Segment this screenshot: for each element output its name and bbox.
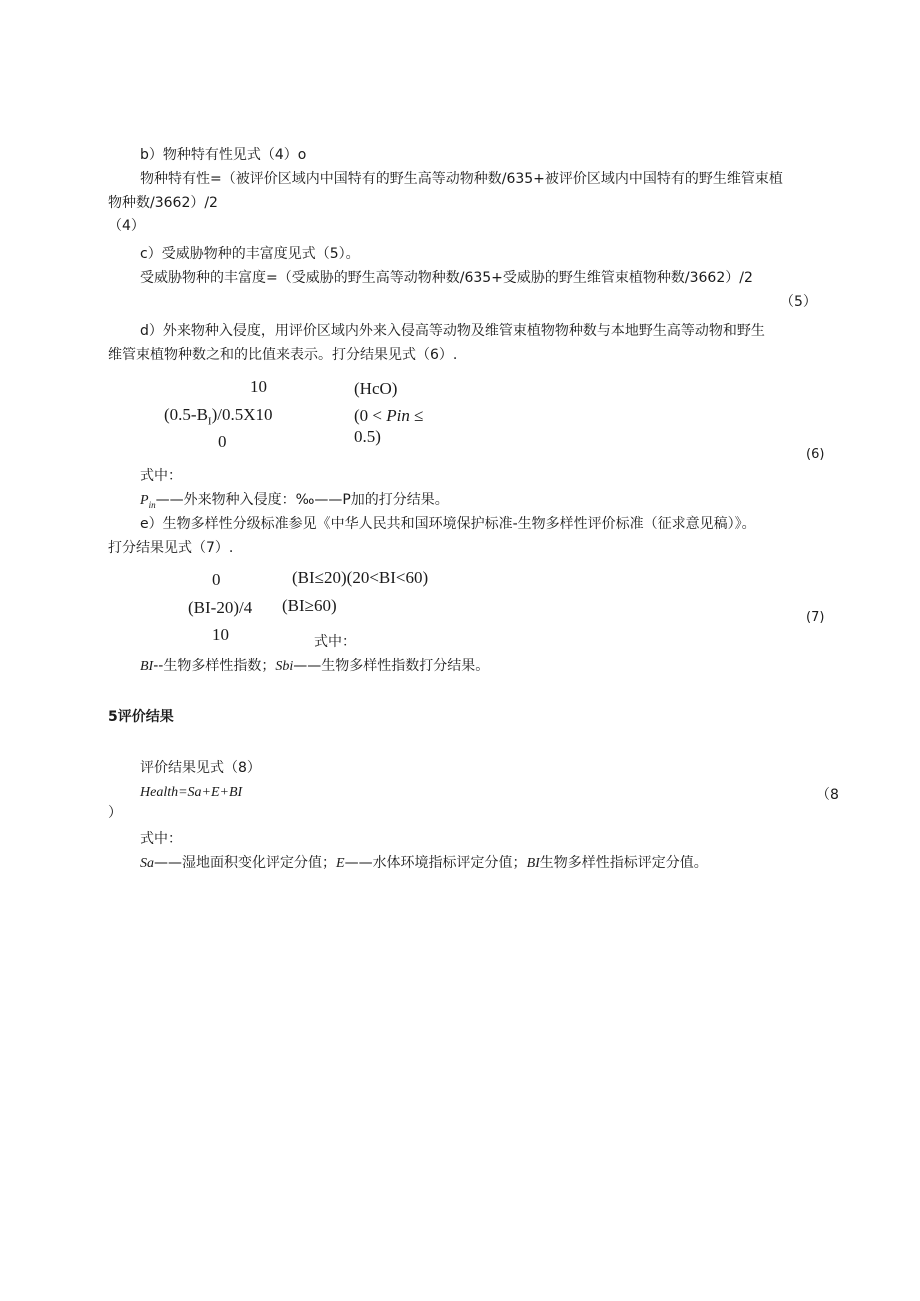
equation-8-number-open: （8 xyxy=(816,787,839,803)
item-b-definition-line2: 物种数/3662）/2 xyxy=(108,195,218,211)
eq6-where-definition: $P_{in}——$外来物种入侵度：‰——P加的打分结果。 xyxy=(140,492,449,510)
eq6-value-2: $(0.5-B_I)/0.5X10$ xyxy=(164,405,273,428)
eq8-where-definition: Sa——湿地面积变化评定分值；E——水体环境指标评定分值；BI生物多样性指标评定分值。 xyxy=(140,855,708,871)
equation-8-formula: Health=Sa+E+BI xyxy=(140,785,243,800)
eq7-value-1: 0 xyxy=(212,570,221,589)
equation-4-number: （4） xyxy=(108,218,145,234)
eq6-condition-1: (HcO) xyxy=(354,379,398,398)
section-5-heading: 5评价结果 xyxy=(108,709,174,725)
item-c-definition: 受威胁物种的丰富度=（受威胁的野生高等动物种数/635+受威胁的野生维管束植物种数/3662）/2 xyxy=(140,270,753,286)
eq6-condition-3: 0.5) xyxy=(354,427,381,446)
eq7-value-2: (BI-20)/4 xyxy=(188,598,253,617)
item-b-title: b）物种特有性见式（4）o xyxy=(140,147,307,163)
equation-8-number-close: ） xyxy=(108,805,122,821)
eq6-where-label: 式中： xyxy=(140,468,182,484)
eq6-value-1: 10 xyxy=(250,377,267,396)
item-b-definition-line1: 物种特有性=（被评价区域内中国特有的野生高等动物种数/635+被评价区域内中国特有的野生维管束植 xyxy=(140,171,783,187)
eq7-condition-2: (BI≥60) xyxy=(282,596,337,615)
eq7-condition-1: (BI≤20)(20<BI<60) xyxy=(292,568,429,587)
equation-5-number: （5） xyxy=(780,294,817,310)
eq7-where-label: 式中： xyxy=(314,634,356,650)
eq7-where-definition: BI--生物多样性指数；Sbi——生物多样性指数打分结果。 xyxy=(140,658,490,674)
equation-7-number: (7) xyxy=(806,610,825,625)
item-e-title-line2: 打分结果见式（7）. xyxy=(108,540,234,556)
eq6-condition-2: (0 < Pin ≤ xyxy=(354,406,424,425)
item-c-title: c）受威胁物种的丰富度见式（5）。 xyxy=(140,246,360,262)
eq8-where-label: 式中： xyxy=(140,831,182,847)
item-e-title-line1: e）生物多样性分级标准参见《中华人民共和国环境保护标准-生物多样性评价标准（征求意见稿）》。 xyxy=(140,516,756,532)
equation-6-number: (6) xyxy=(806,447,825,462)
item-d-title-line1: d）外来物种入侵度，用评价区域内外来入侵高等动物及维管束植物物种数与本地野生高等动物和野生 xyxy=(140,323,765,339)
eq6-value-3: 0 xyxy=(218,432,227,451)
item-d-title-line2: 维管束植物种数之和的比值来表示。打分结果见式（6）. xyxy=(108,347,458,363)
eq7-value-3: 10 xyxy=(212,625,229,644)
section-5-intro: 评价结果见式（8） xyxy=(140,760,261,776)
